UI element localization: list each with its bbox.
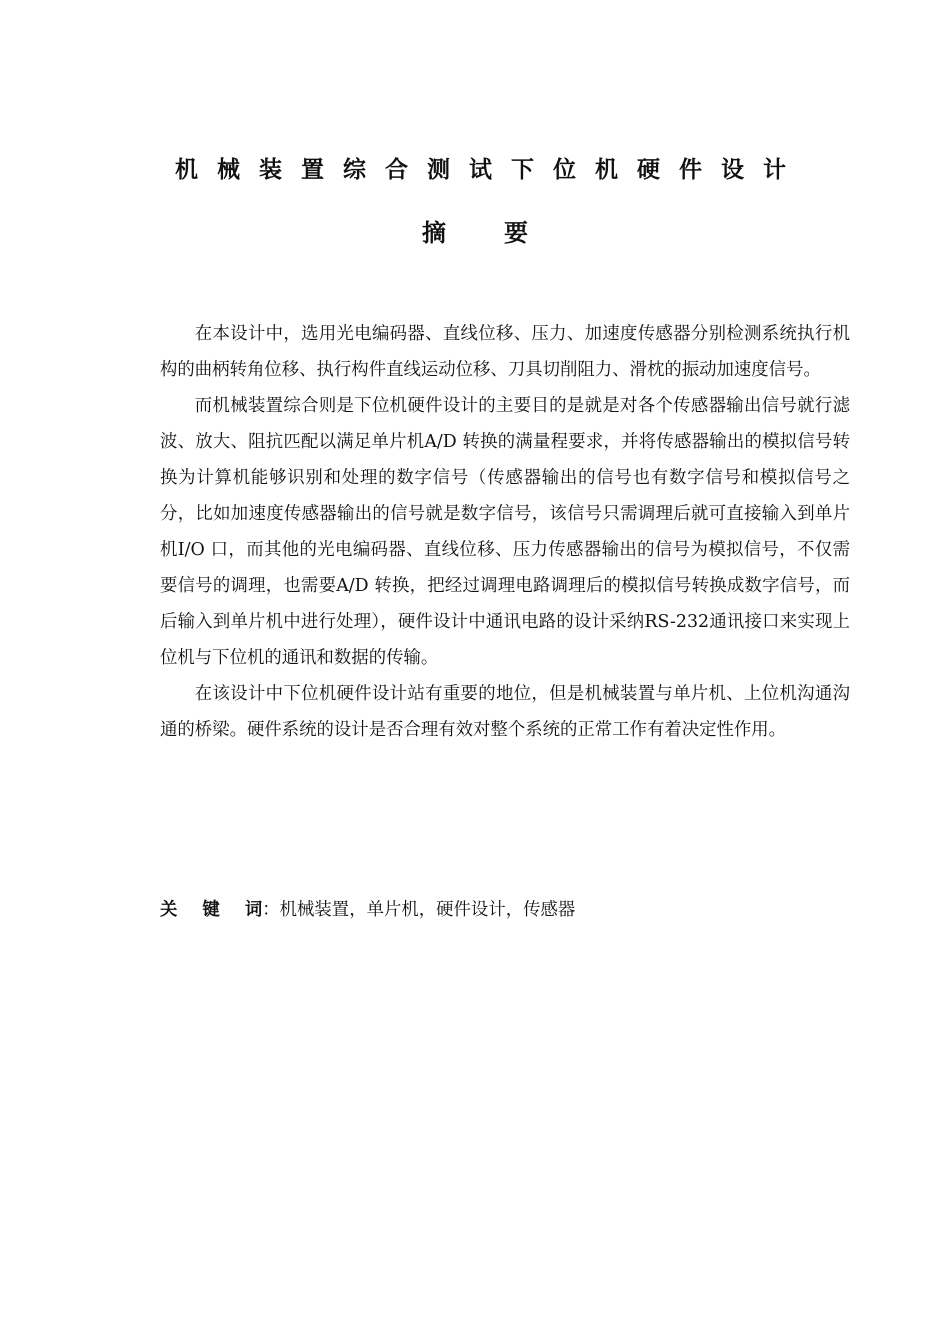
keywords-text: 机械装置，单片机，硬件设计，传感器	[279, 900, 576, 920]
keywords-label-char-1: 关	[160, 900, 178, 920]
keywords-label-char-2: 键	[202, 900, 220, 920]
keywords-label-char-3: 词	[244, 900, 263, 920]
abstract-heading	[0, 213, 950, 253]
abstract-heading-char-1: 摘	[422, 219, 446, 247]
abstract-paragraph-3: 在该设计中下位机硬件设计站有重要的地位，但是机械装置与单片机、上位机沟通沟通的桥梁。硬件系统的设计是否合理有效对整个系统的正常工作有着决定性作用。	[160, 684, 850, 740]
keywords-line	[160, 892, 850, 928]
abstract-paragraph-1: 在本设计中，选用光电编码器、直线位移、压力、加速度传感器分别检测系统执行机构的曲柄转角位移、执行构件直线运动位移、刀具切削阻力、滑枕的振动加速度信号。	[160, 324, 850, 380]
document-title: 机械装置综合测试下位机硬件设计	[175, 157, 805, 183]
abstract-heading-char-2: 要	[504, 219, 528, 247]
abstract-paragraph-2: 而机械装置综合则是下位机硬件设计的主要目的是就是对各个传感器输出信号就行滤波、放大、阻抗匹配以满足单片机A/D 转换的满量程要求，并将传感器输出的模拟信号转换为计算机能够识别和处理的数字信号（传感器输出的信号也有数字信号和模拟信号之分，比如加速度传感器输出的信号就是数字信号，该信号只需调理后就可直接输入到单片机I/O 口，而其他的光电编码器、直线位移、压力传感器输出的信号为模拟信号，不仅需要信号的调理，也需要A/D 转换，把经过调理电路调理后的模拟信号转换成数字信号，而后输入到单片机中进行处理），硬件设计中通讯电路的设计采纳RS-232通讯接口来实现上位机与下位机的通讯和数据的传输。	[160, 396, 850, 668]
abstract-body	[160, 316, 850, 748]
keywords-colon: ：	[262, 900, 280, 920]
keywords-label	[160, 900, 262, 920]
